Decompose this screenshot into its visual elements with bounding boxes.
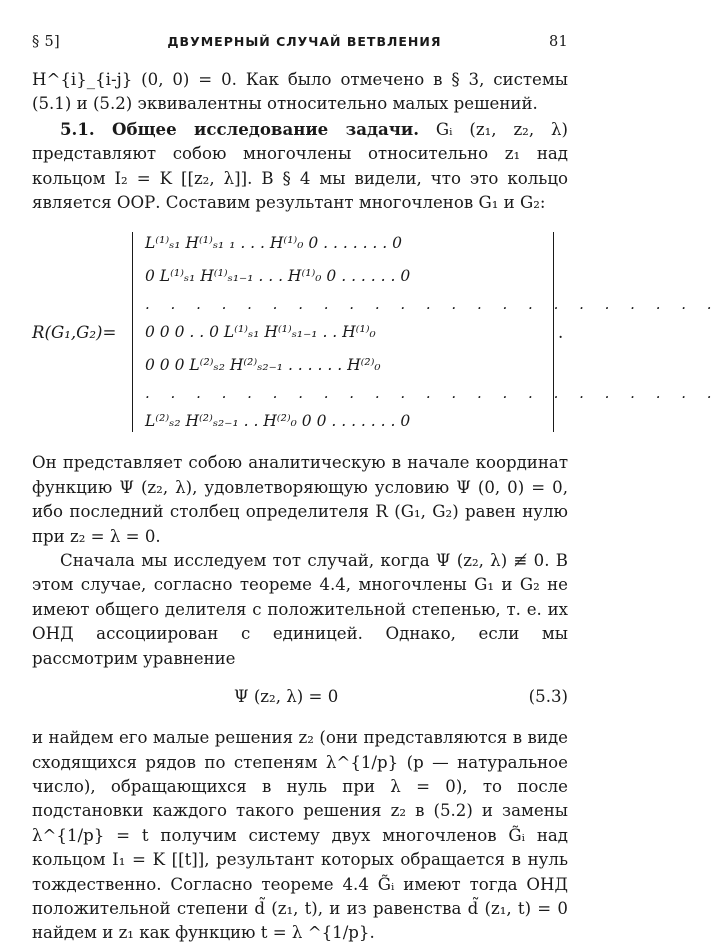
paragraph-2 bbox=[32, 117, 568, 216]
paragraph-1: H^{i}_{i-j} (0, 0) = 0. Как было отмечено в § 3, системы (5.1) и (5.2) эквивалентны относительно малых решений. bbox=[32, 70, 568, 114]
determinant-matrix bbox=[132, 232, 720, 432]
paragraph-3: Он представляет собою аналитическую в начале координат функцию Ψ (z₂, λ), удовлетворяющую условию Ψ (0, 0) = 0, ибо последний столбец определителя R (G₁, G₂) равен нулю при z₂ = λ = 0. bbox=[32, 453, 568, 546]
matrix-row: 0 0 0 L⁽²⁾ₛ₂ H⁽²⁾ₛ₂₋₁ . . . . . . H⁽²⁾₀ bbox=[145, 356, 381, 375]
matrix-dots-row: . . . . . . . . . . . . . . . . . . . . . . . bbox=[145, 384, 720, 403]
equation-5-3 bbox=[32, 687, 568, 706]
matrix-row: L⁽²⁾ₛ₂ H⁽²⁾ₛ₂₋₁ . . H⁽²⁾₀ 0 0 . . . . . . . 0 bbox=[145, 412, 411, 431]
chapter-title: ДВУМЕРНЫЙ СЛУЧАЙ ВЕТВЛЕНИЯ bbox=[167, 34, 442, 49]
running-header bbox=[32, 34, 568, 50]
matrix-row: 0 0 0 . . 0 L⁽¹⁾ₛ₁ H⁽¹⁾ₛ₁₋₁ . . H⁽¹⁾₀ bbox=[145, 323, 376, 342]
equation-formula: Ψ (z₂, λ) = 0 bbox=[234, 687, 339, 707]
page-number: 81 bbox=[548, 34, 568, 50]
subsection-heading: 5.1. Общее исследование задачи. bbox=[60, 118, 420, 139]
determinant-label: R(G₁,G₂)= bbox=[32, 322, 117, 342]
paragraph-5: и найдем его малые решения z₂ (они представляются в виде сходящихся рядов по степеням λ^{1/p} (p — натуральное число), обращающихся в нуль при λ = 0), то после подстановки каждого такого решения z₂ в (5.2) и замены λ^{1/p} = t получим систему двух многочленов G̃ᵢ над кольцом I₁ = K [[t]], результант которых обращается в нуль тождественно. Согласно теореме 4.4 G̃ᵢ имеют тогда ОНД положительной степени d̃ (z₁, t), и из равенства d̃ (z₁, t) = 0 найдем и z₁ как функцию t = λ ^{1/p}. bbox=[32, 728, 568, 943]
matrix-dots-row: . . . . . . . . . . . . . . . . . . . . . . . bbox=[145, 295, 720, 314]
matrix-row: L⁽¹⁾ₛ₁ H⁽¹⁾ₛ₁ ₁ . . . H⁽¹⁾₀ 0 . . . . . . . 0 bbox=[145, 234, 403, 253]
equation-number: (5.3) bbox=[528, 687, 568, 707]
paragraph-4: Сначала мы исследуем тот случай, когда Ψ (z₂, λ) ≢ 0. В этом случае, согласно теореме 4.4, многочлены G₁ и G₂ не имеют общего делителя с положительной степенью, т. е. их ОНД ассоциирован с единицей. Однако, если мы рассмотрим уравнение bbox=[32, 551, 568, 668]
paragraph-2-body: Gᵢ (z₁, z₂, λ) представляют собою многочлены относительно z₁ над кольцом I₂ = K [[z₂, λ]]. В § 4 мы видели, что это кольцо является ООР. Составим результант многочленов G₁ и G₂: bbox=[32, 119, 568, 213]
book-page bbox=[32, 34, 720, 946]
section-mark: § 5] bbox=[32, 34, 60, 50]
matrix-row: 0 L⁽¹⁾ₛ₁ H⁽¹⁾ₛ₁₋₁ . . . H⁽¹⁾₀ 0 . . . . . . 0 bbox=[145, 267, 411, 286]
resultant-determinant bbox=[32, 227, 720, 437]
determinant-period: . bbox=[558, 322, 564, 342]
